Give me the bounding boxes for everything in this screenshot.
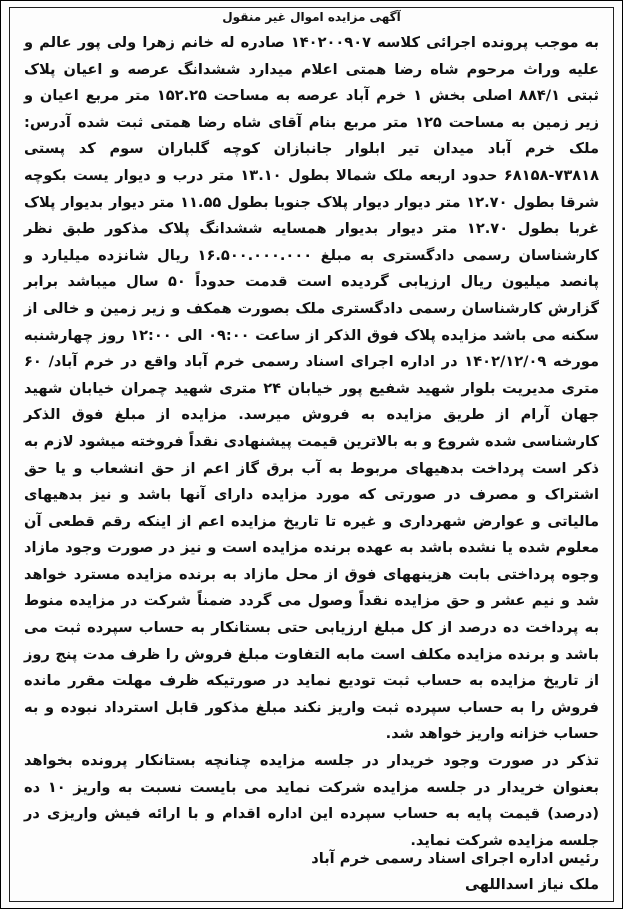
reminder-paragraph: تذکر در صورت وجود خریدار در جلسه مزایده چنانچه بستانکار پرونده بخواهد بعنوان خریدار در جلسه مزایده شرکت نماید می بایست نسبت به واریز ۱۰ ده (درصد) قیمت پایه به حساب سپرده این اداره اقدام و با ارائه فیش واریزی در جلسه مزایده شرکت نماید.: [24, 752, 599, 849]
signature-block: [24, 846, 599, 898]
notice-body: [24, 30, 599, 854]
signature-title: رئیس اداره اجرای اسناد رسمی خرم آباد: [311, 850, 599, 867]
signature-name: ملک نیاز اسداللهی: [464, 876, 599, 893]
notice-title: آگهی مزایده اموال غیر منقول: [222, 10, 401, 24]
notice-frame: [9, 7, 614, 902]
main-paragraph: به موجب پرونده اجرائی کلاسه ۱۴۰۲۰۰۹۰۷ صادره له خانم زهرا ولی پور عالم و علیه وراث مرحوم شاه رضا همتی اعلام میدارد ششدانگ عرصه و اعیان پلاک ثبتی ۸۸۴/۱ اصلی بخش ۱ خرم آباد عرصه به مساحت ۱۵۲.۲۵ متر مربع اعیان و زیر زمین به مساحت ۱۲۵ متر مربع بنام آقای شاه رضا همتی ثبت شده آدرس: ملک خرم آباد میدان تیر ابلوار جانبازان کوچه گلباران سوم کد پستی ۷۳۸۱۸-۶۸۱۵۸ حدود اربعه ملک شمالا بطول ۱۳.۱۰ متر درب و دیوار یست بکوچه شرقا بطول ۱۲.۷۰ متر دیوار دیوار پلاک جنوبا بطول ۱۱.۵۵ متر دیوار بدیوار پلاک غربا بطول ۱۲.۷۰ متر دیوار بدیوار همسایه ششدانگ پلاک مذکور طبق نظر کارشناسان رسمی دادگستری به مبلغ ۱۶.۵۰۰.۰۰۰.۰۰۰ ریال شانزده میلیارد و پانصد میلیون ریال ارزیابی گردیده است قدمت حدوداً ۵۰ سال میباشد برابر گزارش کارشناسان رسمی دادگستری ملک بصورت همکف و زیر زمین و خالی از سکنه می باشد مزایده پلاک فوق الذکر از ساعت ۰۹:۰۰ الی ۱۲:۰۰ روز چهارشنبه مورخه ۱۴۰۲/۱۲/۰۹ در اداره اجرای اسناد رسمی خرم آباد واقع در خرم آباد/ ۶۰ متری مدیریت بلوار شهید شفیع پور خیابان ۲۴ متری شهید چمران خیابان شهید جهان آرام از طریق مزایده به فروش میرسد. مزایده از مبلغ فوق الذکر کارشناسی شده شروع و به بالاترین قیمت پیشنهادی نقداً فروخته میشود لازم به ذکر است پرداخت بدهیهای مربوط به آب برق گاز اعم از حق انشعاب و یا حق اشتراک و مصرف در صورتی که مورد مزایده دارای آنها باشد و نیز بدهیهای مالیاتی و عوارض شهرداری و غیره تا تاریخ مزایده اعم از اینکه رقم قطعی آن معلوم شده یا نشده باشد به عهده برنده مزایده است و نیز در صورت وجود مازاد وجوه پرداختی بابت هزینههای فوق از محل مازاد به برنده مزایده مسترد خواهد شد و نیم عشر و حق مزایده نقداً وصول می گردد ضمناً شرکت در مزایده منوط به پرداخت ده درصد از کل مبلغ ارزیابی حتی بستانکار به حساب سپرده ثبت می باشد و برنده مزایده مکلف است مابه التفاوت مبلغ فروش را ظرف مدت پنج روز از تاریخ مزایده به حساب ثبت تودیع نماید در صورتیکه ظرف مهلت مقرر مانده فروش را به حساب سپرده ثبت واریز نکند مبلغ مذکور قابل استرداد نبوده و به حساب خزانه واریز خواهد شد.: [24, 34, 600, 743]
